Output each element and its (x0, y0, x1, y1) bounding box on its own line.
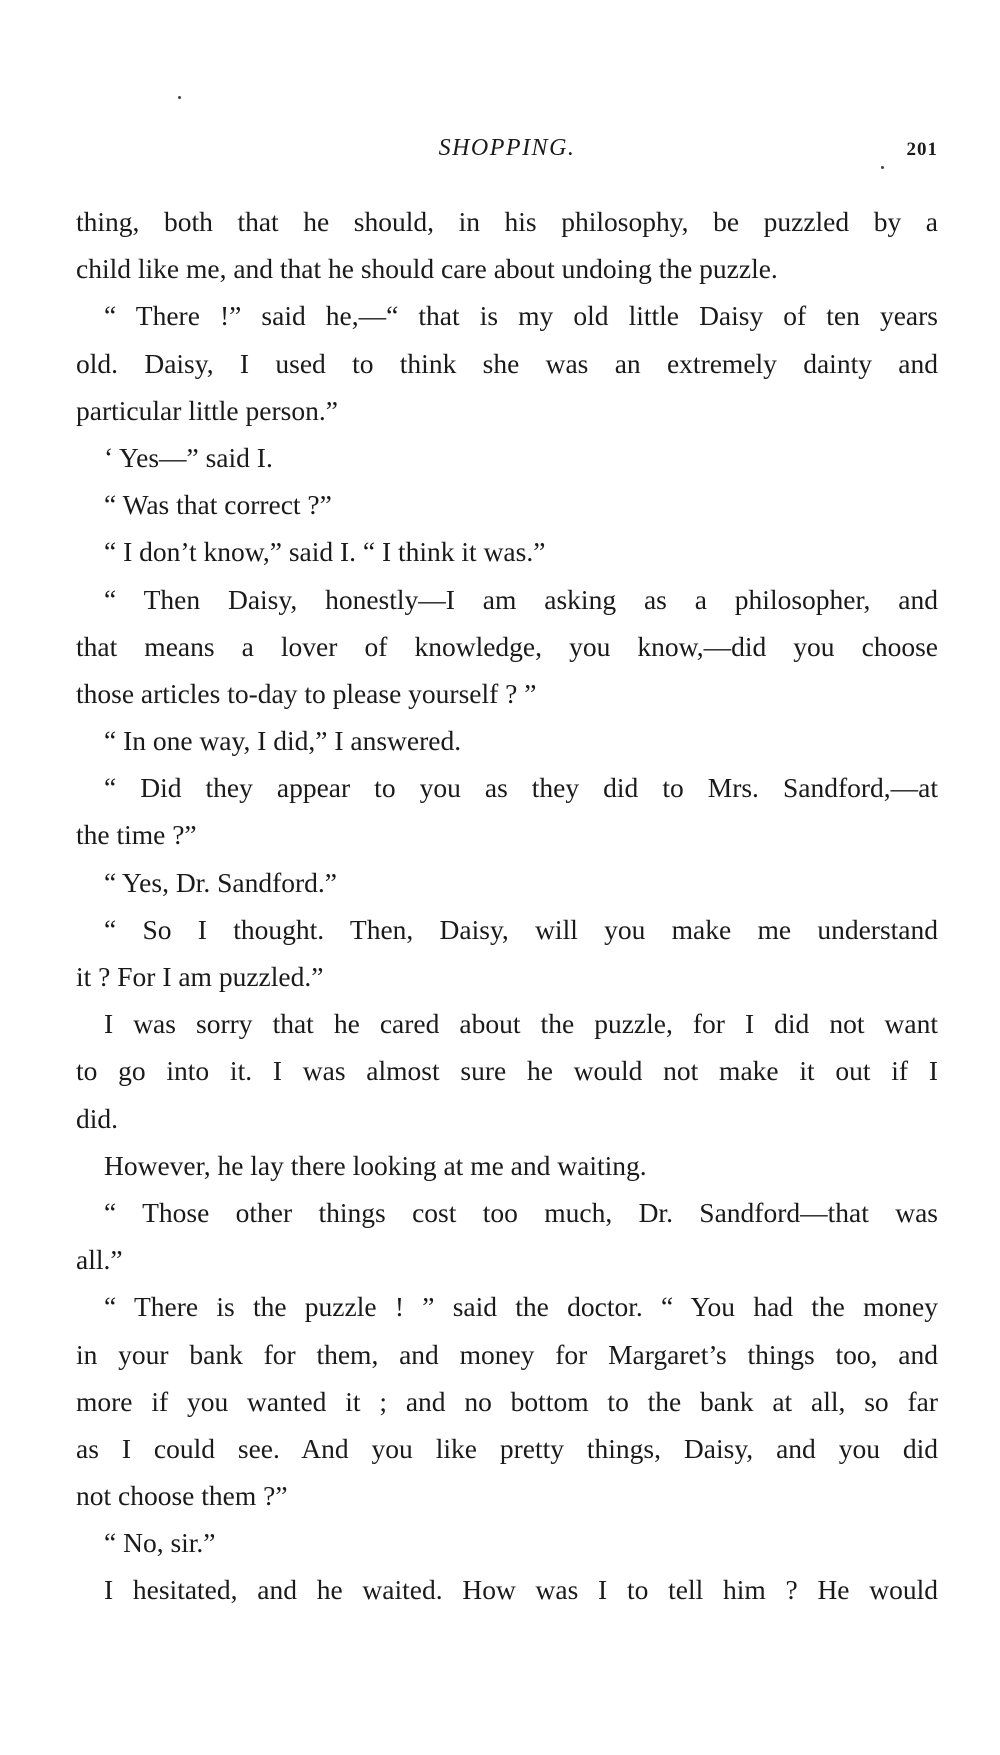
text-line: I hesitated, and he waited. How was I to tell him ? He would (104, 1574, 938, 1606)
text-line: I was sorry that he cared about the puzzle, for I did not want (104, 1008, 938, 1040)
text-line: those articles to-day to please yourself ? ” (76, 677, 537, 709)
text-line: “ Then Daisy, honestly—I am asking as a philosopher, and (104, 583, 938, 615)
text-line: “ Yes, Dr. Sandford.” (104, 866, 337, 898)
text-line: “ Was that correct ?” (104, 489, 332, 521)
text-line: more if you wanted it ; and no bottom to the bank at all, so far (76, 1385, 938, 1417)
text-line: “ In one way, I did,” I answered. (104, 725, 462, 757)
text-line: all.” (76, 1244, 123, 1276)
text-line: “ Those other things cost too much, Dr. Sandford—that was (104, 1196, 938, 1228)
page-number: 201 (906, 139, 938, 160)
text-line: ‘ Yes—” said I. (104, 441, 273, 473)
text-line: “ There is the puzzle ! ” said the doctor. “ You had the money (104, 1291, 938, 1323)
text-line: did. (76, 1102, 119, 1134)
running-title: SHOPPING. (438, 135, 576, 161)
text-line: it ? For I am puzzled.” (76, 961, 324, 992)
text-line: not choose them ?” (76, 1480, 288, 1512)
text-line: child like me, and that he should care about undoing the puzzle. (76, 253, 778, 285)
text-line: “ So I thought. Then, Daisy, will you make me understand (104, 913, 938, 945)
text-line: as I could see. And you like pretty things, Daisy, and you did (76, 1432, 938, 1464)
text-line: “ I don’t know,” said I. “ I think it was.” (104, 536, 546, 568)
text-line: “ There !” said he,—“ that is my old little Daisy of ten years (104, 300, 938, 332)
text-line: However, he lay there looking at me and waiting. (104, 1149, 647, 1181)
text-line: to go into it. I was almost sure he would not make it out if I (76, 1055, 938, 1087)
text-line: old. Daisy, I used to think she was an extremely dainty and (76, 347, 938, 379)
text-line: the time ?” (76, 819, 197, 851)
text-line: particular little person.” (76, 394, 338, 426)
text-line: in your bank for them, and money for Margaret’s things too, and (76, 1338, 938, 1370)
text-line: “ No, sir.” (104, 1527, 216, 1559)
text-line: “ Did they appear to you as they did to Mrs. Sandford,—at (104, 772, 938, 804)
running-head (76, 133, 938, 167)
ink-speck (178, 96, 181, 99)
text-line: that means a lover of knowledge, you know,—did you choose (76, 630, 938, 662)
text-line: thing, both that he should, in his philosophy, be puzzled by a (76, 206, 938, 237)
body-text (76, 198, 938, 1614)
